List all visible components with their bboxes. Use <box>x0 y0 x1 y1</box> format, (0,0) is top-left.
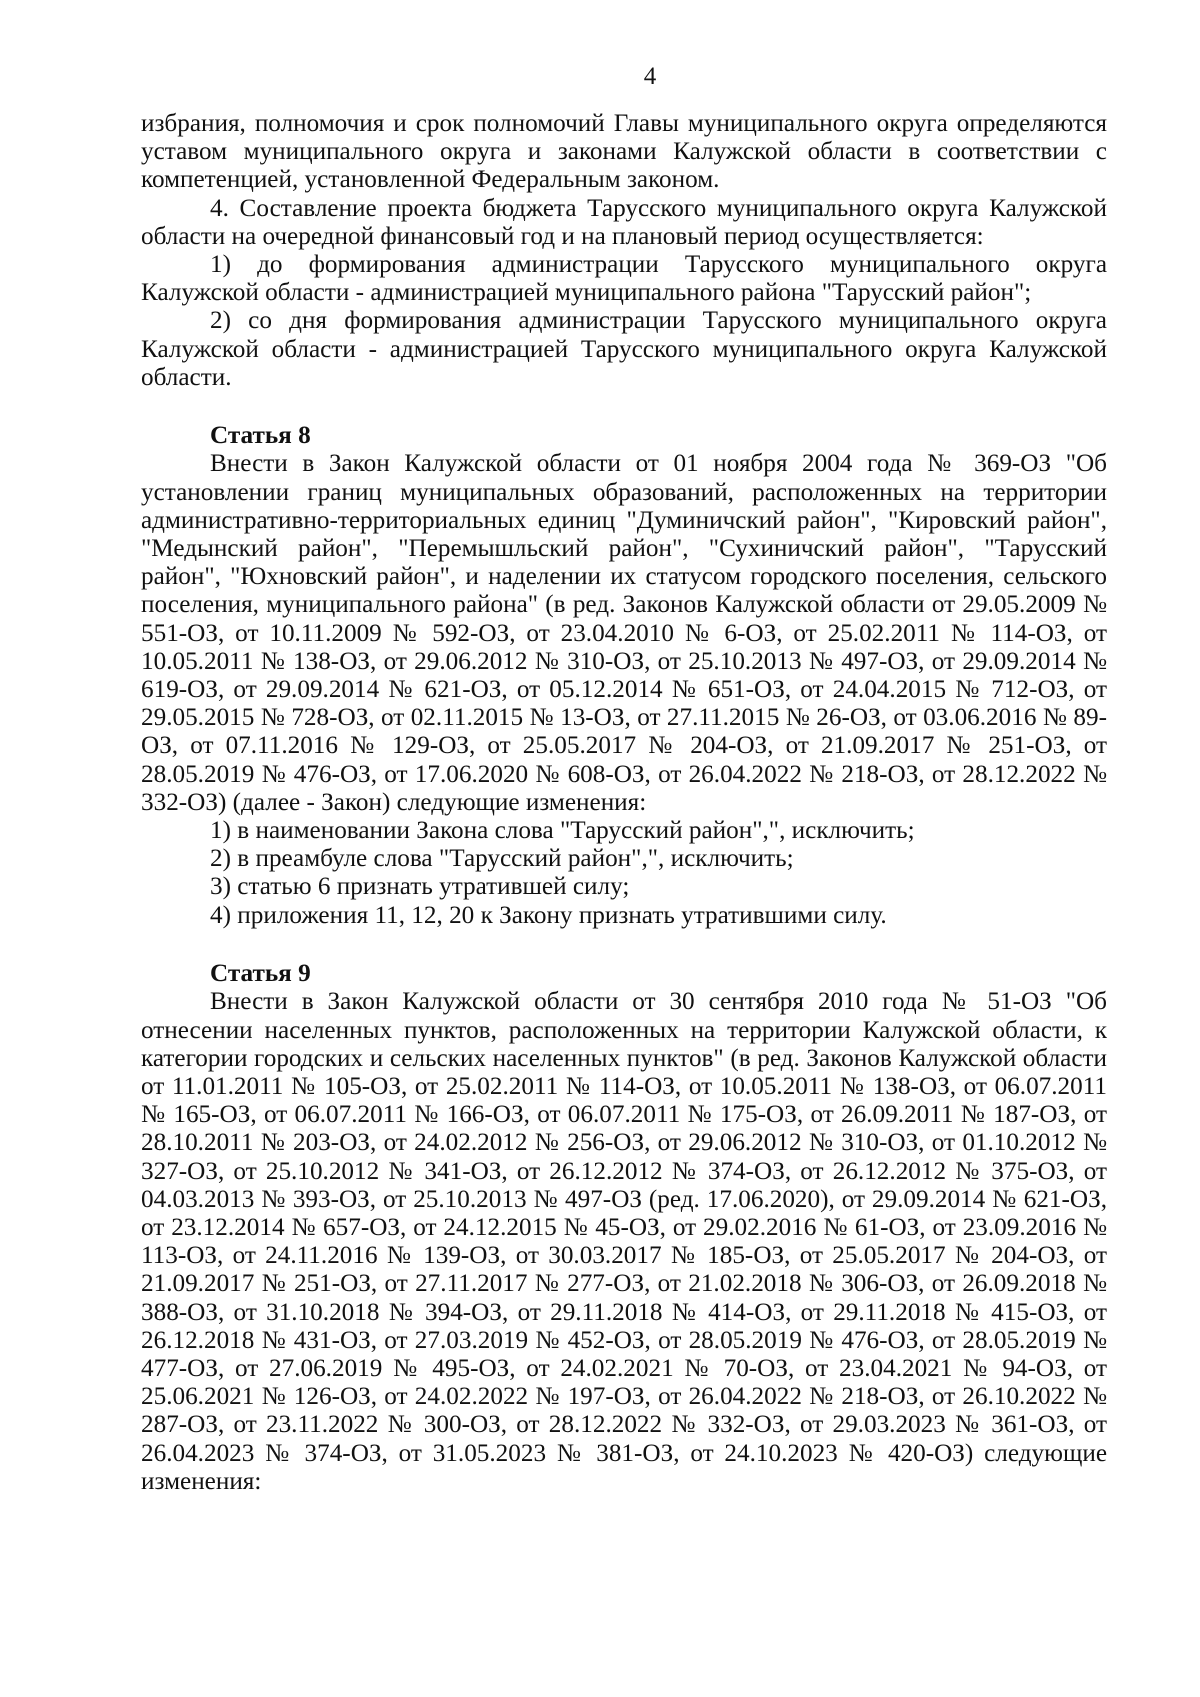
article-8-item-3: 3) статью 6 признать утратившей силу; <box>210 873 630 901</box>
article-8-item-4: 4) приложения 11, 12, 20 к Закону признать утратившими силу. <box>210 901 887 929</box>
budget-clause-item-2: 2) со дня формирования администрации Тарусского муниципального округа Калужской области - администрацией Тарусского муниципального округа Калужской области. <box>141 307 1107 391</box>
article-8-item-1: 1) в наименовании Закона слова "Тарусский район",", исключить; <box>210 817 915 845</box>
article-9-main-paragraph: Внести в Закон Калужской области от 30 сентября 2010 года № 51-ОЗ "Об отнесении населенных пунктов, расположенных на территории Калужской области, к категории городских и сельских населенных пунктов" (в ред. Законов Калужской области от 11.01.2011 № 105-ОЗ, от 25.02.2011 № 114-ОЗ, от 10.05.2011 № 138-ОЗ, от 06.07.2011 № 165-ОЗ, от 06.07.2011 № 166-ОЗ, от 06.07.2011 № 175-ОЗ, от 26.09.2011 № 187-ОЗ, от 28.10.2011 № 203-ОЗ, от 24.02.2012 № 256-ОЗ, от 29.06.2012 № 310-ОЗ, от 01.10.2012 № 327-ОЗ, от 25.10.2012 № 341-ОЗ, от 26.12.2012 № 374-ОЗ, от 26.12.2012 № 375-ОЗ, от 04.03.2013 № 393-ОЗ, от 25.10.2013 № 497-ОЗ (ред. 17.06.2020), от 29.09.2014 № 621-ОЗ, от 23.12.2014 № 657-ОЗ, от 24.12.2015 № 45-ОЗ, от 29.02.2016 № 61-ОЗ, от 23.09.2016 № 113-ОЗ, от 24.11.2016 № 139-ОЗ, от 30.03.2017 № 185-ОЗ, от 25.05.2017 № 204-ОЗ, от 21.09.2017 № 251-ОЗ, от 27.11.2017 № 277-ОЗ, от 21.02.2018 № 306-ОЗ, от 26.09.2018 № 388-ОЗ, от 31.10.2018 № 394-ОЗ, от 29.11.2018 № 414-ОЗ, от 29.11.2018 № 415-ОЗ, от 26.12.2018 № 431-ОЗ, от 27.03.2019 № 452-ОЗ, от 28.05.2019 № 476-ОЗ, от 28.05.2019 № 477-ОЗ, от 27.06.2019 № 495-ОЗ, от 24.02.2021 № 70-ОЗ, от 23.04.2021 № 94-ОЗ, от 25.06.2021 № 126-ОЗ, от 24.02.2022 № 197-ОЗ, от 26.04.2022 № 218-ОЗ, от 26.10.2022 № 287-ОЗ, от 23.11.2022 № 300-ОЗ, от 28.12.2022 № 332-ОЗ, от 29.03.2023 № 361-ОЗ, от 26.04.2023 № 374-ОЗ, от 31.05.2023 № 381-ОЗ, от 24.10.2023 № 420-ОЗ) следующие изменения: <box>141 988 1107 1495</box>
document-page <box>141 62 1107 1496</box>
budget-clause-item-1: 1) до формирования администрации Тарусского муниципального округа Калужской области - администрацией муниципального района "Тарусский район"; <box>141 251 1107 307</box>
intro-paragraph: избрания, полномочия и срок полномочий Главы муниципального округа определяются уставом муниципального округа и законами Калужской области в соответствии с компетенцией, установленной Федеральным законом. <box>141 110 1107 194</box>
page-number: 4 <box>643 63 657 90</box>
article-8-main-paragraph: Внести в Закон Калужской области от 01 ноября 2004 года № 369-ОЗ "Об установлении границ муниципальных образований, расположенных на территории административно-территориальных единиц "Думиничский район", "Кировский район", "Медынский район", "Перемышльский район", "Сухиничский район", "Тарусский район", "Юхновский район", и наделении их статусом городского поселения, сельского поселения, муниципального района" (в ред. Законов Калужской области от 29.05.2009 № 551-ОЗ, от 10.11.2009 № 592-ОЗ, от 23.04.2010 № 6-ОЗ, от 25.02.2011 № 114-ОЗ, от 10.05.2011 № 138-ОЗ, от 29.06.2012 № 310-ОЗ, от 25.10.2013 № 497-ОЗ, от 29.09.2014 № 619-ОЗ, от 29.09.2014 № 621-ОЗ, от 05.12.2014 № 651-ОЗ, от 24.04.2015 № 712-ОЗ, от 29.05.2015 № 728-ОЗ, от 02.11.2015 № 13-ОЗ, от 27.11.2015 № 26-ОЗ, от 03.06.2016 № 89-ОЗ, от 07.11.2016 № 129-ОЗ, от 25.05.2017 № 204-ОЗ, от 21.09.2017 № 251-ОЗ, от 28.05.2019 № 476-ОЗ, от 17.06.2020 № 608-ОЗ, от 26.04.2022 № 218-ОЗ, от 28.12.2022 № 332-ОЗ) (далее - Закон) следующие изменения: <box>141 450 1107 816</box>
budget-clause-paragraph: 4. Составление проекта бюджета Тарусского муниципального округа Калужской области на очередной финансовый год и на плановый период осуществляется: <box>141 194 1107 250</box>
article-8-item-2: 2) в преамбуле слова "Тарусский район",", исключить; <box>210 845 794 873</box>
article-8-heading: Статья 8 <box>210 422 311 450</box>
article-9-heading: Статья 9 <box>210 959 311 987</box>
